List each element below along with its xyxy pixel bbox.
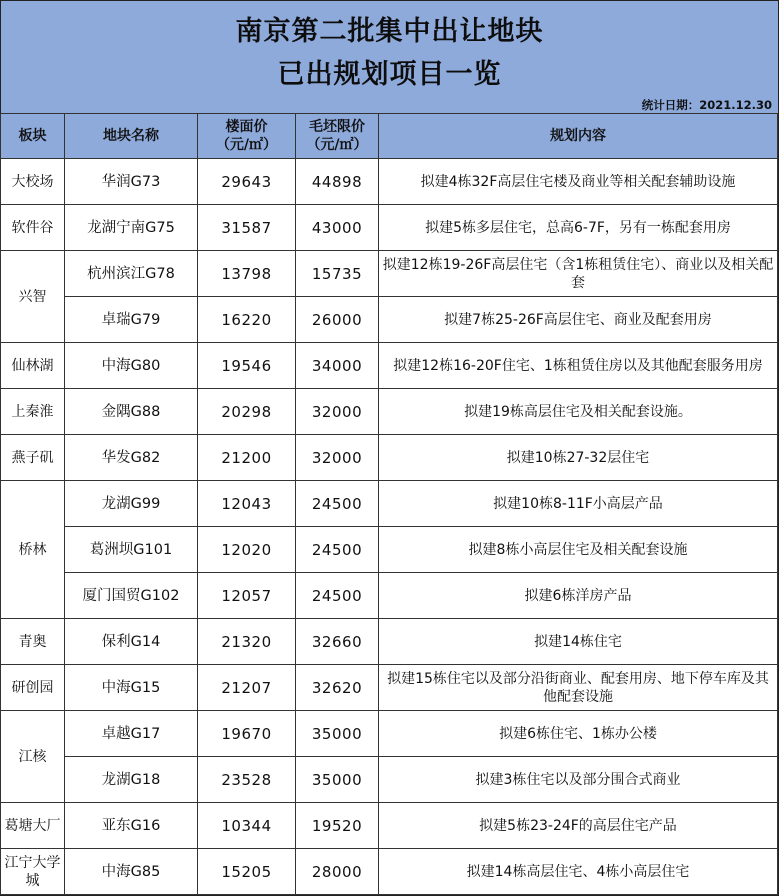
stat-date: 统计日期：2021.12.30: [641, 98, 772, 112]
plan-cell: 拟建14栋住宅: [379, 619, 778, 665]
plot-name-cell: 龙湖宁南G75: [65, 205, 198, 251]
max-price-cell: 32000: [296, 389, 379, 435]
table-row: [1, 435, 778, 481]
area-cell: 兴智: [1, 251, 65, 343]
col-floor-price-unit: （元/㎡）: [215, 137, 278, 153]
date-row: [1, 97, 778, 114]
max-price-cell: 34000: [296, 343, 379, 389]
plan-cell: 拟建12栋16-20F住宅、1栋租赁住房以及其他配套服务用房: [379, 343, 778, 389]
floor-price-cell: 23528: [198, 757, 296, 803]
plot-name-cell: 金隅G88: [65, 389, 198, 435]
area-cell: 葛塘大厂: [1, 803, 65, 849]
max-price-cell: 19520: [296, 803, 379, 849]
plan-cell: 拟建5栋23-24F的高层住宅产品: [379, 803, 778, 849]
plot-name-cell: 厦门国贸G102: [65, 573, 198, 619]
plan-cell: 拟建6栋住宅、1栋办公楼: [379, 711, 778, 757]
max-price-cell: 32000: [296, 435, 379, 481]
table-row: [1, 711, 778, 757]
floor-price-cell: 20298: [198, 389, 296, 435]
area-cell: 上秦淮: [1, 389, 65, 435]
max-price-cell: 24500: [296, 481, 379, 527]
plan-cell: 拟建10栋8-11F小高层产品: [379, 481, 778, 527]
max-price-cell: 35000: [296, 711, 379, 757]
table-row: [1, 297, 778, 343]
plan-cell: 拟建14栋高层住宅、4栋小高层住宅: [379, 849, 778, 895]
plot-name-cell: 亚东G16: [65, 803, 198, 849]
table-row: [1, 159, 778, 205]
plan-cell: 拟建7栋25-26F高层住宅、商业及配套用房: [379, 297, 778, 343]
max-price-cell: 43000: [296, 205, 379, 251]
max-price-cell: 28000: [296, 849, 379, 895]
max-price-cell: 26000: [296, 297, 379, 343]
floor-price-cell: 12043: [198, 481, 296, 527]
floor-price-cell: 31587: [198, 205, 296, 251]
page-title: 南京第二批集中出让地块: [235, 16, 544, 47]
area-cell: 软件谷: [1, 205, 65, 251]
area-cell: 青奥: [1, 619, 65, 665]
plot-name-cell: 杭州滨江G78: [65, 251, 198, 297]
col-max-price-unit: （元/㎡）: [306, 137, 368, 153]
table-row: [1, 481, 778, 527]
area-cell: 仙林湖: [1, 343, 65, 389]
table-row: [1, 343, 778, 389]
floor-price-cell: 21200: [198, 435, 296, 481]
floor-price-cell: 12057: [198, 573, 296, 619]
area-cell: 研创园: [1, 665, 65, 711]
floor-price-cell: 21207: [198, 665, 296, 711]
plot-name-cell: 华发G82: [65, 435, 198, 481]
page-subtitle: 已出规划项目一览: [277, 59, 502, 90]
table-row: [1, 251, 778, 297]
plot-name-cell: 龙湖G18: [65, 757, 198, 803]
plan-cell: 拟建15栋住宅以及部分沿街商业、配套用房、地下停车库及其他配套设施: [379, 665, 778, 711]
table-row: [1, 803, 778, 849]
table-row: [1, 849, 778, 895]
col-max-price: [296, 114, 379, 159]
title-block: [1, 1, 778, 98]
floor-price-cell: 10344: [198, 803, 296, 849]
plan-cell: 拟建3栋住宅以及部分围合式商业: [379, 757, 778, 803]
table-row: [1, 619, 778, 665]
plan-cell: 拟建8栋小高层住宅及相关配套设施: [379, 527, 778, 573]
area-cell: 燕子矶: [1, 435, 65, 481]
col-plot-name: 地块名称: [65, 114, 198, 159]
floor-price-cell: 19546: [198, 343, 296, 389]
plot-name-cell: 卓越G17: [65, 711, 198, 757]
max-price-cell: 44898: [296, 159, 379, 205]
table-row: [1, 389, 778, 435]
table-header-row: [1, 114, 778, 159]
plot-name-cell: 龙湖G99: [65, 481, 198, 527]
plan-cell: 拟建5栋多层住宅，总高6-7F，另有一栋配套用房: [379, 205, 778, 251]
col-plan: 规划内容: [379, 114, 778, 159]
plan-cell: 拟建12栋19-26F高层住宅（含1栋租赁住宅）、商业以及相关配套: [379, 251, 778, 297]
floor-price-cell: 15205: [198, 849, 296, 895]
table-row: [1, 757, 778, 803]
table-row: [1, 573, 778, 619]
plot-name-cell: 中海G80: [65, 343, 198, 389]
floor-price-cell: 19670: [198, 711, 296, 757]
plot-name-cell: 中海G15: [65, 665, 198, 711]
plan-cell: 拟建4栋32F高层住宅楼及商业等相关配套辅助设施: [379, 159, 778, 205]
max-price-cell: 32620: [296, 665, 379, 711]
max-price-cell: 15735: [296, 251, 379, 297]
table-row: [1, 527, 778, 573]
col-area: 板块: [1, 114, 65, 159]
max-price-cell: 24500: [296, 573, 379, 619]
table-row: [1, 665, 778, 711]
plot-name-cell: 中海G85: [65, 849, 198, 895]
plot-name-cell: 葛洲坝G101: [65, 527, 198, 573]
floor-price-cell: 12020: [198, 527, 296, 573]
col-floor-price-label: 楼面价: [225, 119, 268, 135]
floor-price-cell: 16220: [198, 297, 296, 343]
area-cell: 江宁大学城: [1, 849, 65, 895]
max-price-cell: 32660: [296, 619, 379, 665]
plan-cell: 拟建10栋27-32层住宅: [379, 435, 778, 481]
floor-price-cell: 13798: [198, 251, 296, 297]
area-cell: 大校场: [1, 159, 65, 205]
plot-name-cell: 华润G73: [65, 159, 198, 205]
max-price-cell: 35000: [296, 757, 379, 803]
col-max-price-label: 毛坯限价: [309, 119, 365, 135]
area-cell: 桥林: [1, 481, 65, 619]
table-row: [1, 205, 778, 251]
max-price-cell: 24500: [296, 527, 379, 573]
plan-cell: 拟建6栋洋房产品: [379, 573, 778, 619]
col-floor-price: [198, 114, 296, 159]
floor-price-cell: 21320: [198, 619, 296, 665]
projects-table: [0, 113, 778, 895]
plot-name-cell: 保利G14: [65, 619, 198, 665]
plot-name-cell: 卓瑞G79: [65, 297, 198, 343]
floor-price-cell: 29643: [198, 159, 296, 205]
plan-cell: 拟建19栋高层住宅及相关配套设施。: [379, 389, 778, 435]
area-cell: 江核: [1, 711, 65, 803]
